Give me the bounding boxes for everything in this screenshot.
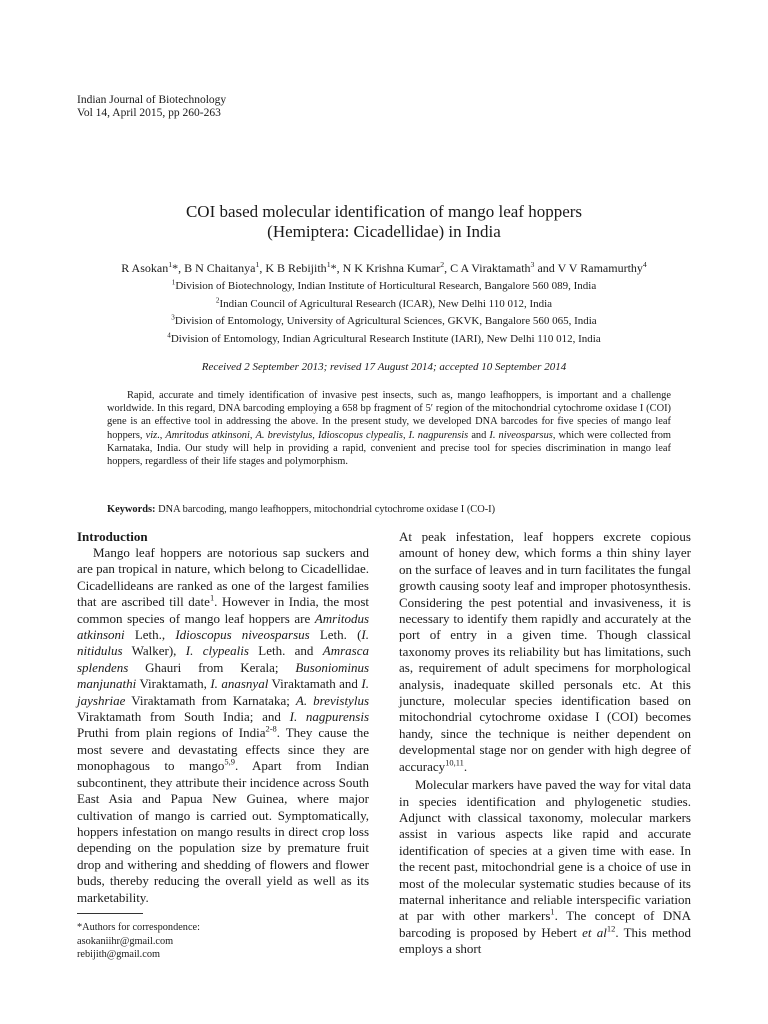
author: K B Rebijith [265, 261, 327, 275]
author-affil-ref: 1 [168, 260, 173, 269]
footnote-label: *Authors for correspondence: [77, 922, 200, 933]
author-affil-ref: 4 [642, 260, 647, 269]
author-affil-ref: 1 [326, 260, 331, 269]
journal-header [77, 94, 226, 120]
author: B N Chaitanya [184, 261, 256, 275]
author-affil-ref: 3 [530, 260, 535, 269]
author: R Asokan [121, 261, 169, 275]
affiliation: $^1$Division of Biotechnology, Indian Institute of Horticultural Research, Bangalore 560 089, India [171, 278, 597, 292]
journal-name: Indian Journal of Biotechnology [77, 94, 227, 106]
author-affil-ref: 2 [440, 260, 445, 269]
author: N K Krishna Kumar [342, 261, 441, 275]
keywords-label: Keywords: [107, 504, 156, 515]
article-title [0, 202, 768, 242]
title-line-1: COI based molecular identification of mango leaf hoppers [185, 202, 583, 221]
affiliation-list [0, 278, 768, 348]
affiliation: $^3$Division of Entomology, University of Agricultural Sciences, GKVK, Bangalore 560 065, India [171, 313, 597, 327]
column-left [77, 529, 369, 906]
affiliation: $^4$Division of Entomology, Indian Agricultural Research Institute (IARI), New Delhi 110 012, India [167, 330, 601, 345]
body-paragraph: Mango leaf hoppers are notorious sap suckers and are pan tropical in nature, which belong to Cicadellidae. Cicadellideans are ranked as one of the largest families that are ascribed till date$^1$. However in India, the most common species of mango leaf hoppers are Amritodus atkinsoni Leth., Idioscopus niveosparsus Leth. (I. nitidulus Walker), I. clypealis Leth. and Amrasca splendens Ghauri from Kerala; Busoniominus manjunathi Viraktamath, I. anasnyal Viraktamath and I. jayshriae Viraktamath from Karnataka; A. brevistylus Viraktamath from South India; and I. nagpurensis Pruthi from plain regions of India$^{2-8}$. They cause the most severe and devastating effects since they are monophagous to mango$^{5,9}$. Apart from Indian subcontinent, they attribute their incidence across South East Asia and Papua New Guinea, where major cultivation of mango is carried out. Symptomatically, hoppers infestation on mango results in direct crop loss depending on the population size by premature fruit drop and withering and shedding of flowers and flower buds, thereby reducing the overall yield as well as its marketability. [77, 545, 370, 905]
correspondence-footnote [77, 921, 200, 962]
received-dates: Received 2 September 2013; revised 17 August 2014; accepted 10 September 2014 [201, 361, 567, 373]
email-link[interactable]: asokaniihr@gmail.com [77, 935, 174, 947]
author: C A Viraktamath [450, 261, 531, 275]
title-line-2: (Hemiptera: Cicadellidae) in India [267, 222, 501, 241]
author-affil-ref: 1 [255, 260, 260, 269]
author-list: R Asokan$^1$*, B N Chaitanya$^1$, K B Rebijith$^1$*, N K Krishna Kumar$^2$, C A Viraktamath$^3$ and V V Ramamurthy$^4$ [121, 260, 647, 275]
abstract: Rapid, accurate and timely identification of invasive pest insects, such as, mango leafhoppers, is important and a challenge worldwide. In this regard, DNA barcoding employing a 658 bp fragment of 5′ region of the mitochondrial cytochrome oxidase I (COI) gene is an effective tool in addressing the above. In the present study, we developed DNA barcodes for five species of mango leaf hoppers, viz., Amritodus atkinsoni, A. brevistylus, Idioscopus clypealis, I. nagpurensis and I. niveosparsus, which were collected from Karnataka, India. Our study will help in providing a rapid, convenient and precise tool for species discrimination in mango leaf hoppers, regardless of their life stages and polymorphism. [107, 390, 672, 468]
affiliation: $^2$Indian Council of Agricultural Research (ICAR), New Delhi 110 012, India [215, 295, 553, 310]
footnote-divider [77, 913, 143, 914]
column-right [399, 529, 691, 958]
journal-issue: Vol 14, April 2015, pp 260-263 [77, 107, 221, 119]
body-paragraph: At peak infestation, leaf hoppers excrete copious amount of honey dew, which forms a thin shiny layer on the surface of leaves and in turn facilitates the fungal growth causing sooty leaf and improper photosynthesis. Considering the pest potential and invasiveness, it is necessary to identify them rapidly and accurately at the port of entry in a given time. Though classical taxonomy proves its reliability but has limitations, such as, requirement of adult specimens for morphological analysis, inadequate skilled personals etc. At this juncture, molecular species identification based on mitochondrial cytochrome oxidase I (COI) becomes handy, since the technique is neither dependent on developmental stage nor on gender with high degree of accuracy$^{10,11}$. [399, 529, 691, 774]
body-paragraph: Molecular markers have paved the way for vital data in species identification and phylogenetic studies. Adjunct with classical taxonomy, molecular markers assist in various aspects like rapid and accurate identification of species at a given time with ease. In the recent past, mitochondrial gene is a choice of use in most of the molecular systematic studies because of its maternal inheritance and reliable interspecific variation at par with other markers$^1$. The concept of DNA barcoding is proposed by Hebert et $al^{12}$. This method employs a short [399, 777, 691, 957]
email-link[interactable]: rebijith@gmail.com [77, 949, 160, 960]
keywords [107, 503, 671, 516]
section-heading-introduction: Introduction [77, 529, 148, 544]
keywords-text: DNA barcoding, mango leafhoppers, mitochondrial cytochrome oxidase I (CO-I) [155, 504, 496, 515]
author: V V Ramamurthy [557, 261, 643, 275]
